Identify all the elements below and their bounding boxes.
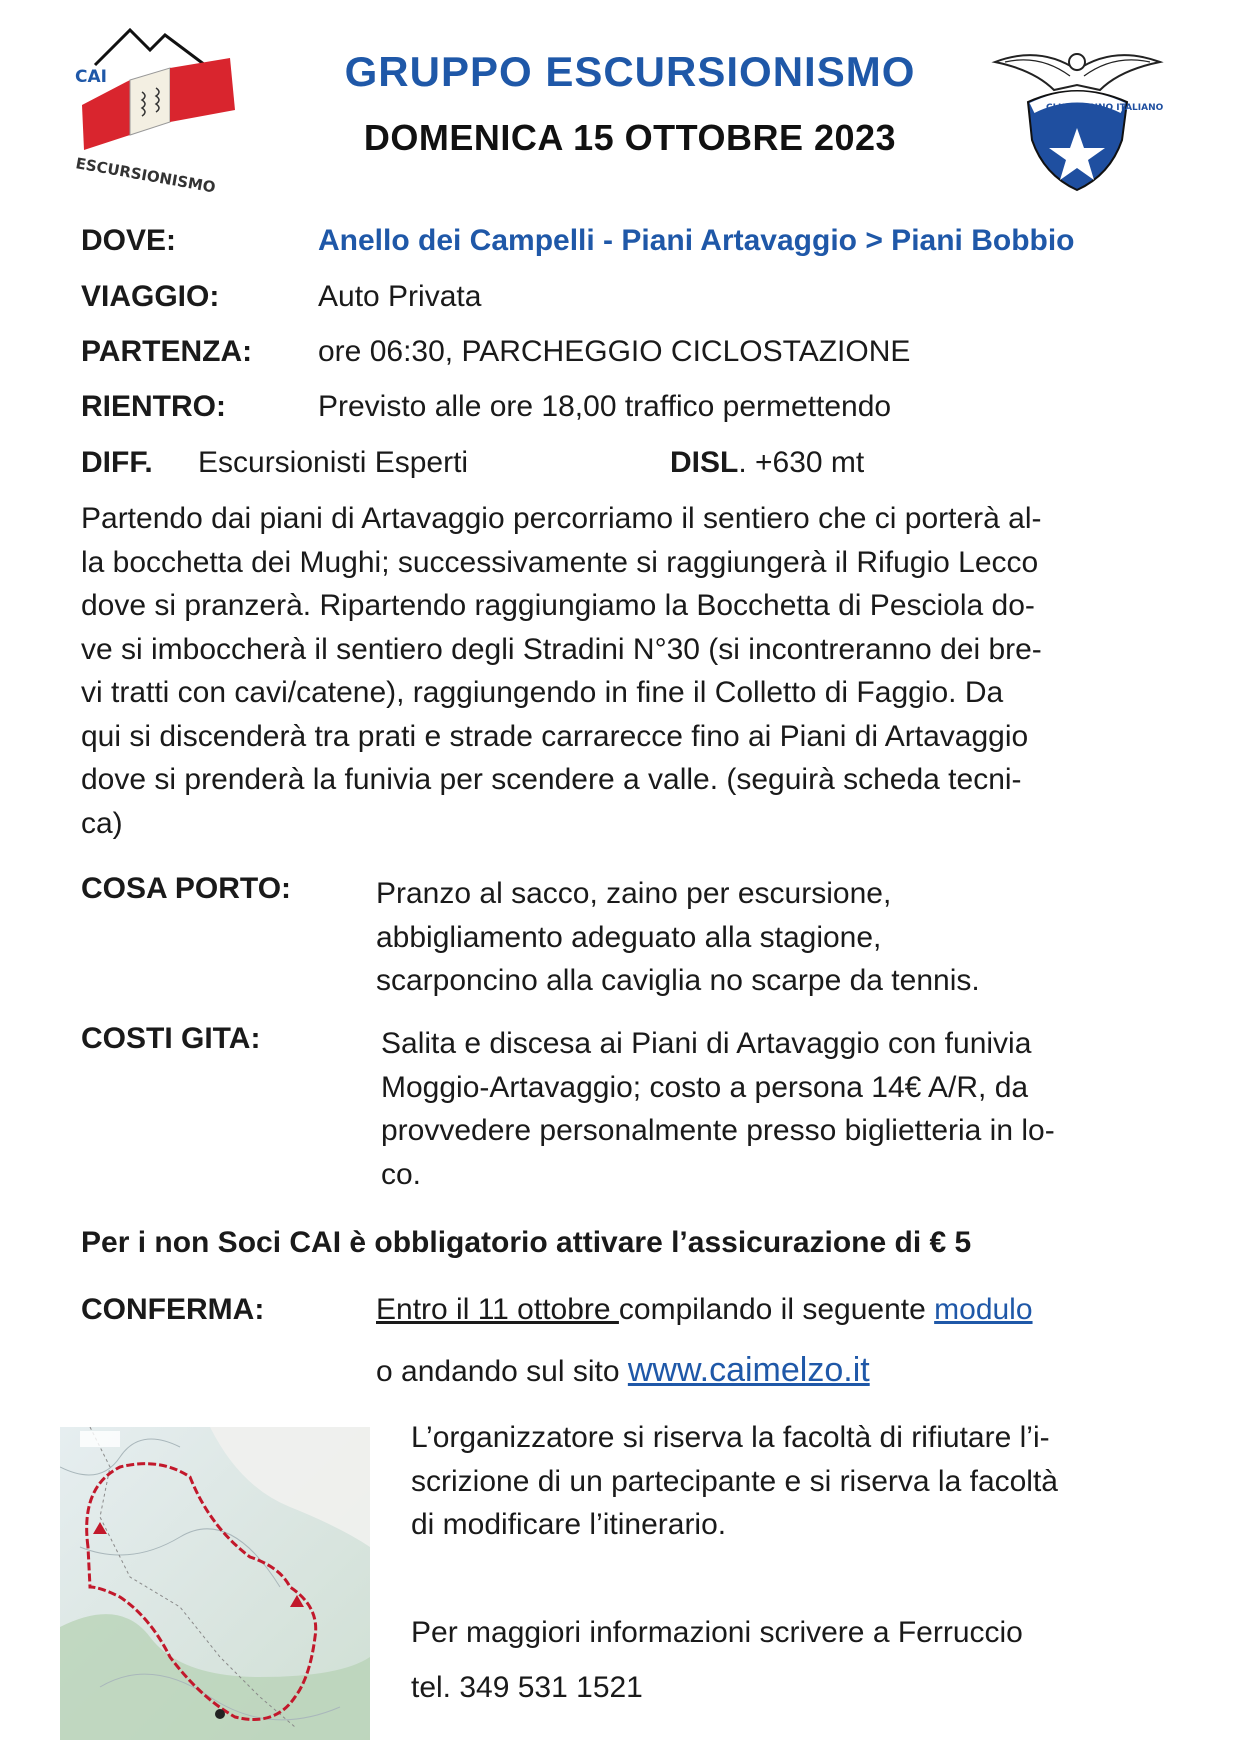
description [81, 497, 1161, 845]
contact-line: Per maggiori informazioni scrivere a Ferruccio [411, 1616, 1023, 1649]
site-prefix: o andando sul sito [376, 1355, 628, 1388]
conferma-text [376, 1293, 1033, 1327]
organizer-note-line: scrizione di un partecipante e si riserva la facoltà [411, 1464, 1058, 1498]
partenza-label: PARTENZA: [81, 335, 253, 368]
event-date: DOMENICA 15 OTTOBRE 2023 [363, 117, 897, 158]
disl-value: . +630 mt [738, 446, 865, 479]
costi-line: Salita e discesa ai Piani di Artavaggio con funivia [381, 1027, 1032, 1060]
costi-line: co. [381, 1157, 422, 1191]
partenza-value: ore 06:30, PARCHEGGIO CICLOSTAZIONE [318, 335, 911, 368]
description-line: dove si pranzerà. Ripartendo raggiungiamo la Bocchetta di Pesciola do- [81, 589, 1035, 622]
svg-text:CLUB ALPINO ITALIANO: CLUB ALPINO ITALIANO [1046, 103, 1164, 113]
description-line: ca) [81, 806, 123, 840]
site-link[interactable]: www.caimelzo.it [627, 1351, 870, 1389]
costi-line: provvedere personalmente presso biglietteria in lo- [381, 1114, 1055, 1147]
dove-value: Anello dei Campelli - Piani Artavaggio > Piani Bobbio [318, 224, 1075, 257]
viaggio-value: Auto Privata [318, 280, 482, 313]
costi-line: Moggio-Artavaggio; costo a persona 14€ A/R, da [381, 1070, 1029, 1104]
description-line: la bocchetta dei Mughi; successivamente si raggiungerà il Rifugio Lecco [81, 545, 1039, 579]
cosa-porto-line: scarponcino alla caviglia no scarpe da tennis. [376, 964, 980, 997]
group-title: GRUPPO ESCURSIONISMO [344, 48, 916, 95]
deadline-text: Entro il 11 ottobre [376, 1293, 619, 1326]
description-line: ve si imboccherà il sentiero degli Stradini N°30 (si incontreranno dei bre- [81, 632, 1042, 666]
viaggio-label: VIAGGIO: [81, 280, 220, 313]
dove-label: DOVE: [81, 224, 177, 257]
costi-gita-text [381, 1022, 1171, 1196]
site-line [376, 1351, 870, 1390]
description-line: qui si discenderà tra prati e strade carrarecce fino ai Piani di Artavaggio [81, 719, 1029, 753]
conferma-label: CONFERMA: [81, 1293, 265, 1326]
conferma-instructions: compilando il seguente [618, 1293, 935, 1326]
organizer-note-line: di modificare l’itinerario. [411, 1508, 727, 1541]
svg-text:CAI: CAI [75, 67, 107, 87]
organizer-note-line: L’organizzatore si riserva la facoltà di rifiutare l’i- [411, 1421, 1050, 1454]
route-map [60, 1427, 370, 1740]
modulo-link[interactable]: modulo [934, 1293, 1033, 1326]
rientro-value: Previsto alle ore 18,00 traffico permettendo [318, 390, 892, 423]
disl-label: DISL [670, 446, 739, 479]
cai-escursionismo-logo [70, 10, 240, 195]
contact-phone: tel. 349 531 1521 [411, 1671, 643, 1704]
description-line: vi tratti con cavi/catene), raggiungendo in fine il Colletto di Faggio. Da [81, 676, 1004, 709]
svg-text:ESCURSIONISMO: ESCURSIONISMO [74, 154, 217, 195]
organizer-note [411, 1416, 1191, 1547]
rientro-label: RIENTRO: [81, 390, 226, 423]
insurance-note: Per i non Soci CAI è obbligatorio attivare l’assicurazione di € 5 [81, 1226, 972, 1259]
cosa-porto-label: COSA PORTO: [81, 872, 292, 905]
cosa-porto-text [376, 872, 1176, 1003]
cosa-porto-line: abbigliamento adeguato alla stagione, [376, 920, 882, 954]
diff-label: DIFF. [81, 446, 153, 479]
costi-gita-label: COSTI GITA: [81, 1022, 261, 1055]
disl-field [670, 446, 864, 480]
description-line: Partendo dai piani di Artavaggio percorriamo il sentiero che ci porterà al- [81, 502, 1042, 535]
cosa-porto-line: Pranzo al sacco, zaino per escursione, [376, 877, 892, 910]
diff-value: Escursionisti Esperti [198, 446, 469, 479]
description-line: dove si prenderà la funivia per scendere a valle. (seguirà scheda tecni- [81, 763, 1022, 796]
